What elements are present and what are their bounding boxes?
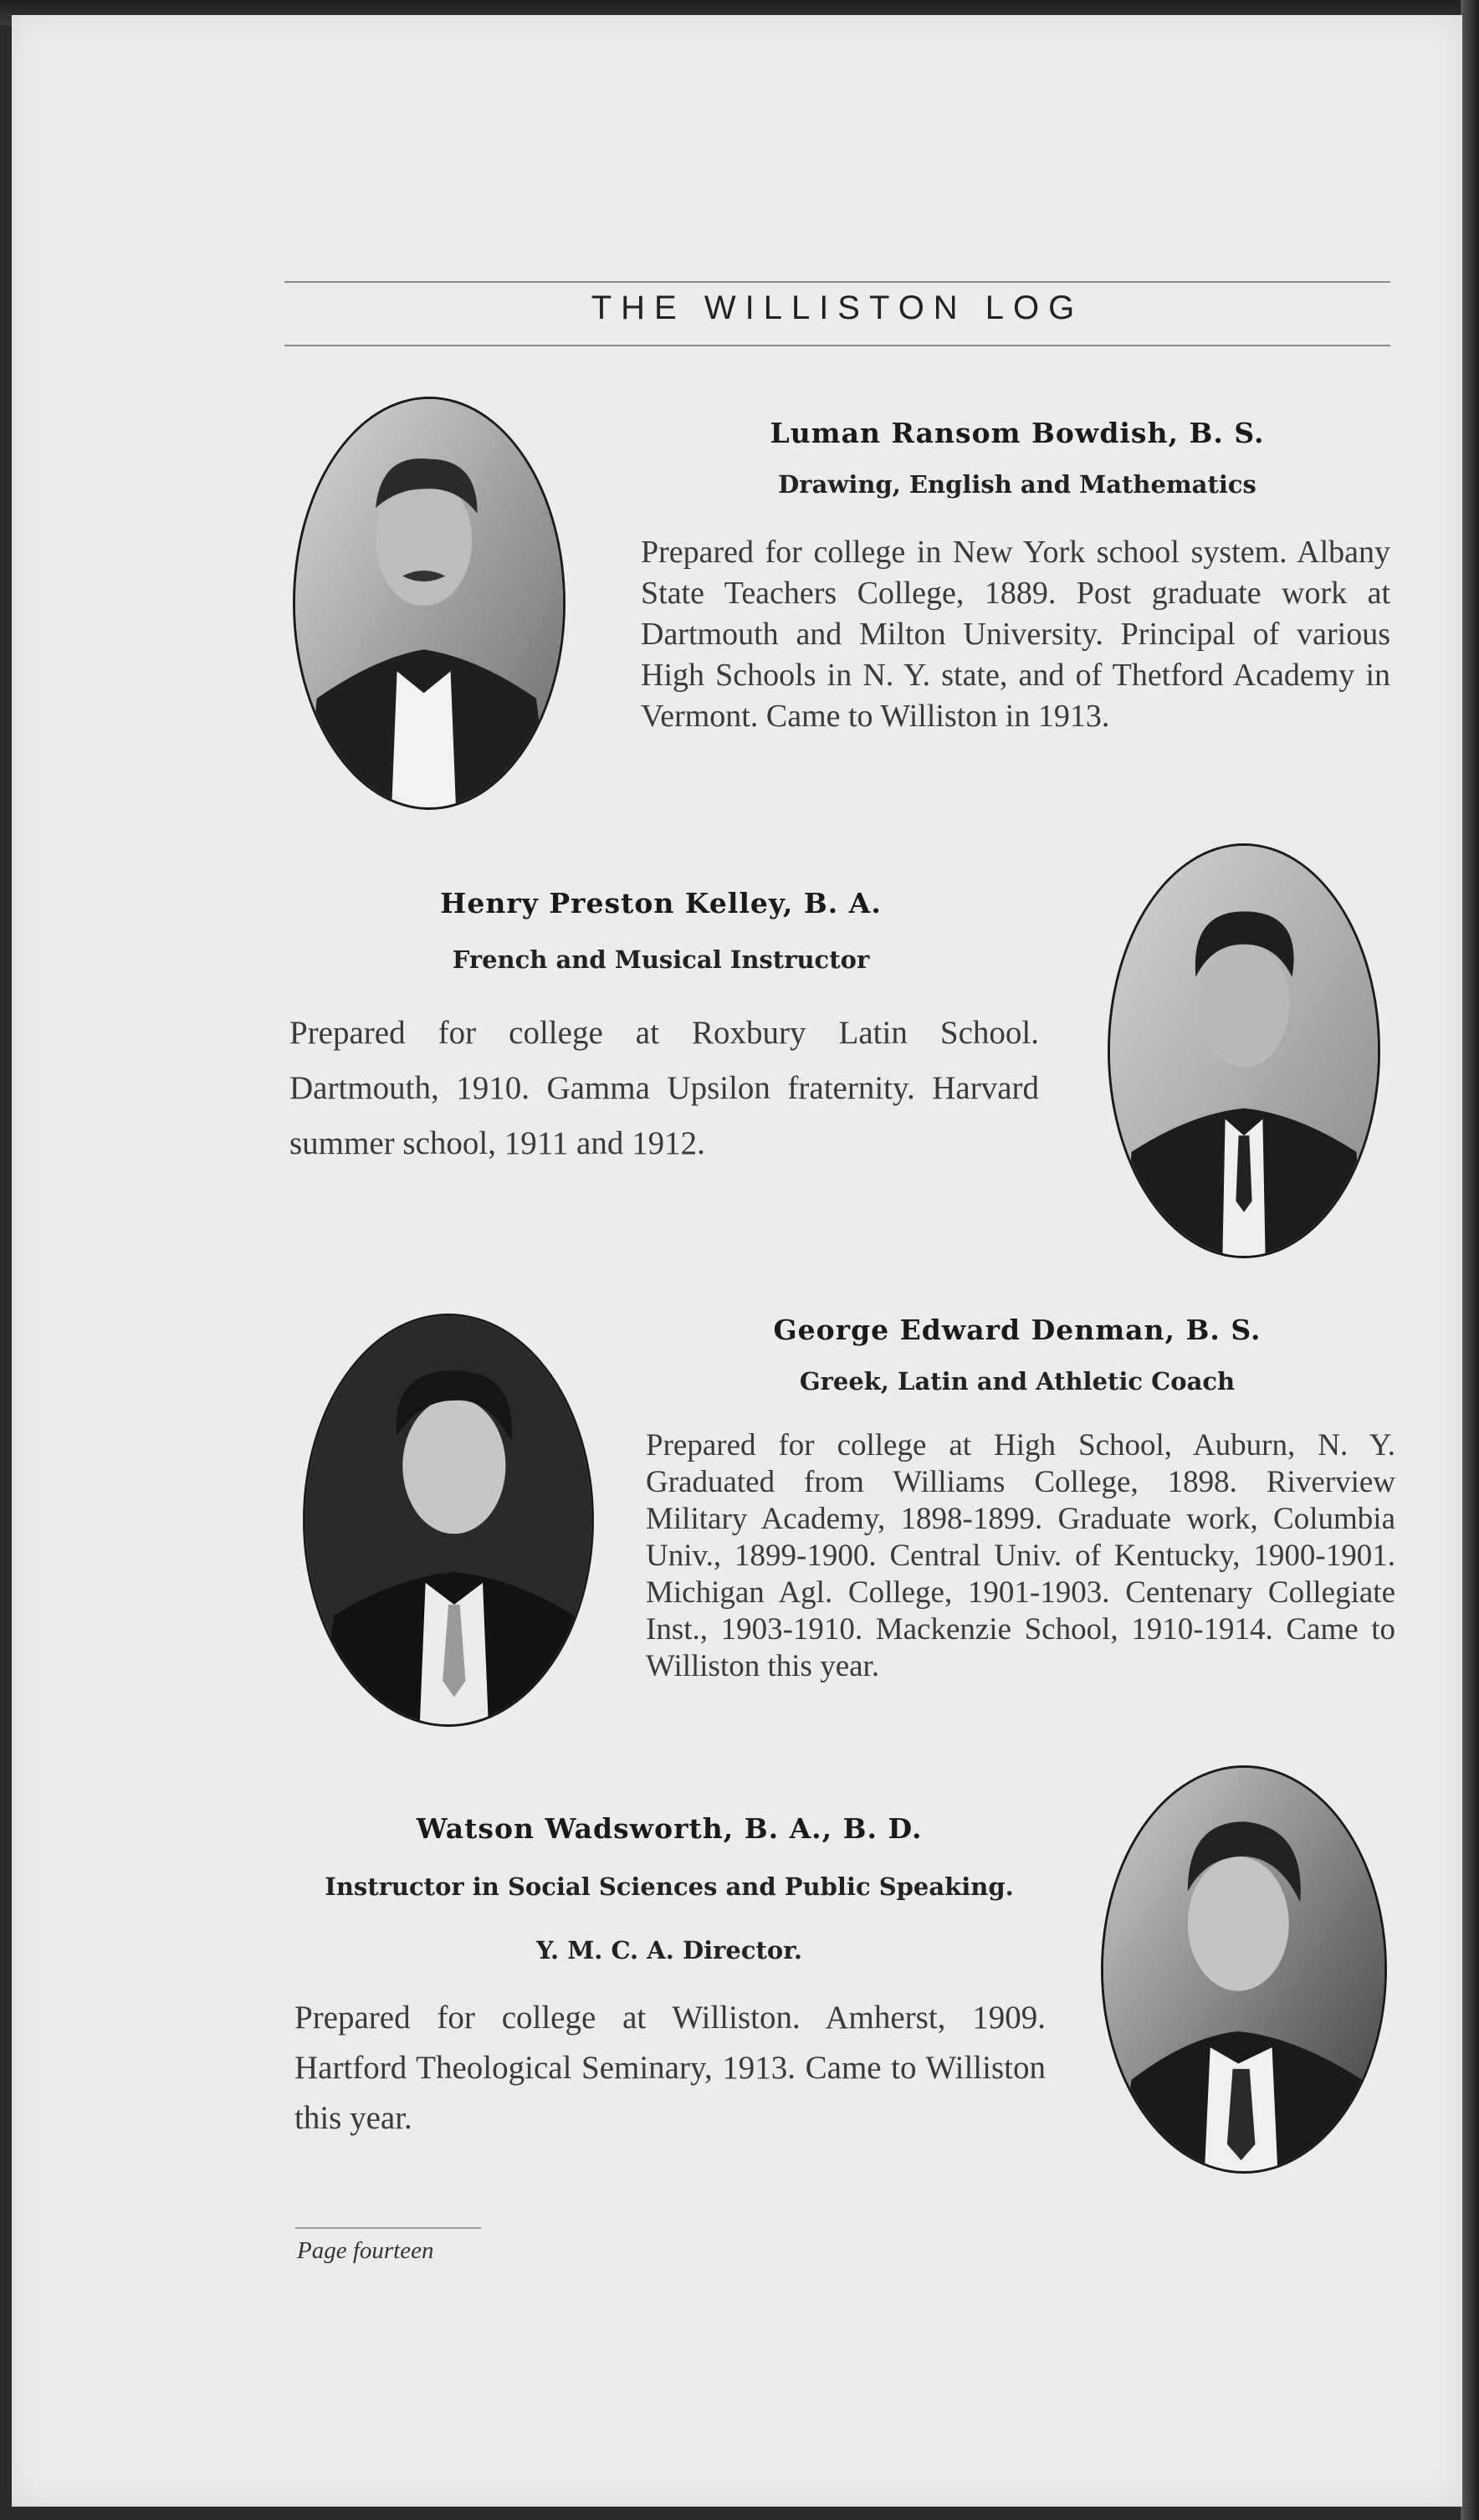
teacher-subject: Drawing, English and Mathematics	[778, 470, 1256, 499]
running-head: THE WILLISTON LOG	[591, 289, 1084, 326]
teacher-bio: Prepared for college at Williston. Amherst, 1909. Hartford Theological Seminary, 1913. Came to Williston this year.	[294, 2000, 1046, 2136]
teacher-role: Y. M. C. A. Director.	[536, 1936, 802, 1964]
teacher-subject: French and Musical Instructor	[452, 945, 870, 974]
teacher-name: Luman Ransom Bowdish, B. S.	[770, 417, 1265, 449]
header-rule-top	[284, 281, 1390, 283]
teacher-subject: Instructor in Social Sciences and Public Speaking.	[325, 1872, 1014, 1901]
teacher-bio: Prepared for college at High School, Auburn, N. Y. Graduated from Williams College, 1898. Riverview Military Academy, 1898-1899. Graduate work, Columbia Univ., 1899-1900. Central Univ. of Kentucky, 1900-1901. Michigan Agl. College, 1901-1903. Centenary Collegiate Inst., 1903-1910. Mackenzie School, 1910-1914. Came to Williston this year.	[646, 1428, 1395, 1683]
teacher-name: Henry Preston Kelley, B. A.	[440, 887, 882, 919]
portrait-photo	[1101, 1765, 1387, 2174]
portrait-photo	[1108, 843, 1380, 1258]
portrait-photo	[293, 397, 566, 810]
teacher-bio: Prepared for college in New York school system. Albany State Teachers College, 1889. Post graduate work at Dartmouth and Milton University. Principal of various High Schools in N. Y. state, and of Thetford Academy in Vermont. Came to Williston in 1913.	[641, 535, 1390, 734]
portrait-photo	[303, 1314, 594, 1727]
footer-rule	[295, 2227, 481, 2229]
page-number: Page fourteen	[297, 2237, 434, 2264]
teacher-subject: Greek, Latin and Athletic Coach	[799, 1367, 1236, 1396]
page-right-edge	[1461, 0, 1479, 2520]
teacher-bio: Prepared for college at Roxbury Latin School. Dartmouth, 1910. Gamma Upsilon fraternity. Harvard summer school, 1911 and 1912.	[289, 1015, 1039, 1161]
teacher-name: Watson Wadsworth, B. A., B. D.	[416, 1812, 923, 1845]
header-rule-bottom	[284, 345, 1390, 346]
teacher-name: George Edward Denman, B. S.	[773, 1314, 1262, 1346]
